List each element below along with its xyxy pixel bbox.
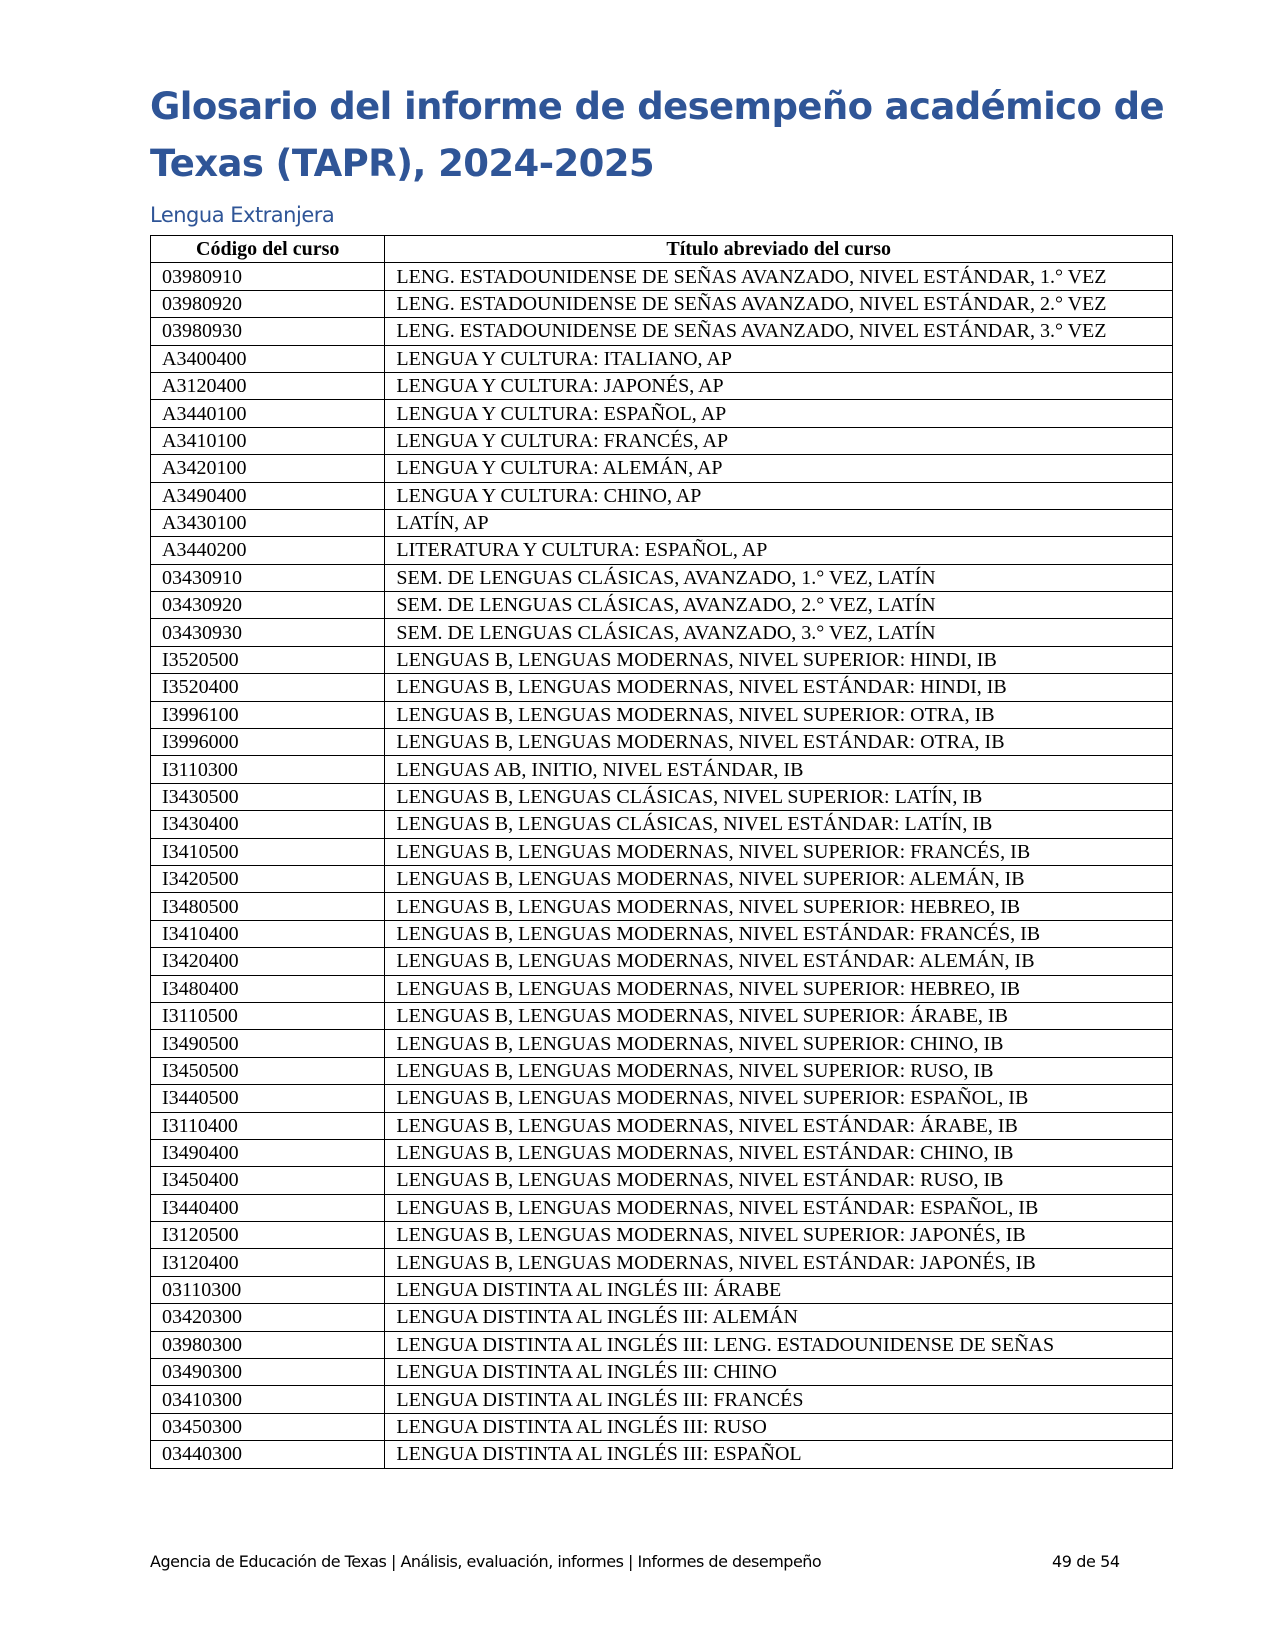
table-row [151,372,1173,399]
course-title-cell: LENGUAS B, LENGUAS MODERNAS, NIVEL SUPERIOR: RUSO, IB [385,1057,1173,1084]
table-row [151,345,1173,372]
course-title-cell: LENG. ESTADOUNIDENSE DE SEÑAS AVANZADO, NIVEL ESTÁNDAR, 3.° VEZ [385,318,1173,345]
course-code-cell: I3440400 [151,1194,385,1221]
course-code-cell: A3430100 [151,509,385,536]
course-title-cell: LENGUAS B, LENGUAS MODERNAS, NIVEL SUPERIOR: HINDI, IB [385,646,1173,673]
table-row [151,619,1173,646]
table-row [151,455,1173,482]
course-code-cell: I3490500 [151,1030,385,1057]
table-row [151,756,1173,783]
course-title-cell: LENGUA DISTINTA AL INGLÉS III: LENG. ESTADOUNIDENSE DE SEÑAS [385,1331,1173,1358]
course-code-cell: I3480500 [151,893,385,920]
course-title-cell: LENGUA Y CULTURA: CHINO, AP [385,482,1173,509]
course-title-cell: LENGUAS B, LENGUAS MODERNAS, NIVEL SUPERIOR: CHINO, IB [385,1030,1173,1057]
table-row [151,427,1173,454]
course-code-cell: A3410100 [151,427,385,454]
course-title-cell: LENGUAS B, LENGUAS CLÁSICAS, NIVEL SUPERIOR: LATÍN, IB [385,783,1173,810]
course-title-cell: LENGUAS B, LENGUAS MODERNAS, NIVEL ESTÁNDAR: FRANCÉS, IB [385,920,1173,947]
course-title-cell: LENGUA Y CULTURA: FRANCÉS, AP [385,427,1173,454]
course-title-cell: LENG. ESTADOUNIDENSE DE SEÑAS AVANZADO, NIVEL ESTÁNDAR, 2.° VEZ [385,290,1173,317]
table-row [151,865,1173,892]
course-code-cell: I3996000 [151,729,385,756]
table-row [151,537,1173,564]
table-row [151,948,1173,975]
table-row [151,1222,1173,1249]
course-code-cell: 03490300 [151,1359,385,1386]
header-course-code: Código del curso [151,236,385,263]
course-title-cell: LITERATURA Y CULTURA: ESPAÑOL, AP [385,537,1173,564]
section-title: Lengua Extranjera [150,203,335,227]
course-code-cell: 03980930 [151,318,385,345]
course-code-cell: I3120400 [151,1249,385,1276]
table-row [151,263,1173,290]
course-code-cell: 03980910 [151,263,385,290]
table-row [151,1441,1173,1468]
course-title-cell: LENGUAS B, LENGUAS CLÁSICAS, NIVEL ESTÁNDAR: LATÍN, IB [385,811,1173,838]
course-code-cell: I3430500 [151,783,385,810]
course-code-cell: 03410300 [151,1386,385,1413]
course-title-cell: LENGUA DISTINTA AL INGLÉS III: FRANCÉS [385,1386,1173,1413]
table-row [151,592,1173,619]
course-code-cell: 03980920 [151,290,385,317]
table-row [151,1194,1173,1221]
course-code-cell: 03110300 [151,1276,385,1303]
table-row [151,1249,1173,1276]
course-code-cell: I3420500 [151,865,385,892]
table-row [151,509,1173,536]
course-title-cell: LENGUA DISTINTA AL INGLÉS III: CHINO [385,1359,1173,1386]
table-row [151,701,1173,728]
course-code-cell: I3110400 [151,1112,385,1139]
course-title-cell: LENGUA Y CULTURA: ITALIANO, AP [385,345,1173,372]
course-title-cell: LENGUAS B, LENGUAS MODERNAS, NIVEL SUPERIOR: FRANCÉS, IB [385,838,1173,865]
course-code-cell: I3410400 [151,920,385,947]
course-title-cell: LENG. ESTADOUNIDENSE DE SEÑAS AVANZADO, NIVEL ESTÁNDAR, 1.° VEZ [385,263,1173,290]
table-row [151,1112,1173,1139]
course-code-cell: 03430910 [151,564,385,591]
table-row [151,1304,1173,1331]
course-title-cell: LENGUA DISTINTA AL INGLÉS III: ÁRABE [385,1276,1173,1303]
course-code-cell: 03430930 [151,619,385,646]
course-code-cell: 03980300 [151,1331,385,1358]
course-code-cell: I3490400 [151,1139,385,1166]
table-row [151,729,1173,756]
course-code-cell: A3400400 [151,345,385,372]
course-title-cell: LENGUAS B, LENGUAS MODERNAS, NIVEL ESTÁNDAR: CHINO, IB [385,1139,1173,1166]
table-row [151,1167,1173,1194]
course-code-cell: I3410500 [151,838,385,865]
course-code-cell: I3430400 [151,811,385,838]
table-row [151,1331,1173,1358]
table-row [151,564,1173,591]
course-title-cell: LENGUA Y CULTURA: ALEMÁN, AP [385,455,1173,482]
page-number: 49 de 54 [1052,1552,1120,1571]
course-code-cell: A3440200 [151,537,385,564]
table-row [151,646,1173,673]
table-row [151,893,1173,920]
course-title-cell: LENGUA Y CULTURA: JAPONÉS, AP [385,372,1173,399]
course-code-cell: A3490400 [151,482,385,509]
course-code-cell: I3450400 [151,1167,385,1194]
course-title-cell: LENGUAS B, LENGUAS MODERNAS, NIVEL ESTÁNDAR: HINDI, IB [385,674,1173,701]
table-row [151,1276,1173,1303]
course-title-cell: LENGUAS B, LENGUAS MODERNAS, NIVEL ESTÁNDAR: RUSO, IB [385,1167,1173,1194]
table-row [151,1413,1173,1440]
page-title: Glosario del informe de desempeño académico de Texas (TAPR), 2024-2025 [150,85,1164,185]
course-code-cell: I3110500 [151,1002,385,1029]
course-code-cell: I3450500 [151,1057,385,1084]
course-title-cell: LENGUAS AB, INITIO, NIVEL ESTÁNDAR, IB [385,756,1173,783]
header-course-title: Título abreviado del curso [385,236,1173,263]
course-title-cell: LENGUAS B, LENGUAS MODERNAS, NIVEL SUPERIOR: HEBREO, IB [385,893,1173,920]
course-title-cell: LENGUAS B, LENGUAS MODERNAS, NIVEL ESTÁNDAR: OTRA, IB [385,729,1173,756]
course-title-cell: LENGUAS B, LENGUAS MODERNAS, NIVEL ESTÁNDAR: JAPONÉS, IB [385,1249,1173,1276]
course-code-cell: 03450300 [151,1413,385,1440]
course-code-cell: 03420300 [151,1304,385,1331]
table-row [151,1002,1173,1029]
course-table [150,235,1173,1469]
table-row [151,1386,1173,1413]
course-title-cell: LATÍN, AP [385,509,1173,536]
course-code-cell: I3520400 [151,674,385,701]
course-code-cell: I3480400 [151,975,385,1002]
table-row [151,1030,1173,1057]
course-title-cell: SEM. DE LENGUAS CLÁSICAS, AVANZADO, 1.° VEZ, LATÍN [385,564,1173,591]
course-code-cell: I3420400 [151,948,385,975]
table-header-row [151,236,1173,263]
course-title-cell: SEM. DE LENGUAS CLÁSICAS, AVANZADO, 3.° VEZ, LATÍN [385,619,1173,646]
course-code-cell: A3120400 [151,372,385,399]
table-row [151,482,1173,509]
course-code-cell: 03440300 [151,1441,385,1468]
course-title-cell: LENGUAS B, LENGUAS MODERNAS, NIVEL SUPERIOR: ESPAÑOL, IB [385,1085,1173,1112]
table-row [151,1359,1173,1386]
table-row [151,811,1173,838]
course-code-cell: 03430920 [151,592,385,619]
table-row [151,920,1173,947]
course-code-cell: I3110300 [151,756,385,783]
course-code-cell: I3996100 [151,701,385,728]
course-title-cell: LENGUA DISTINTA AL INGLÉS III: ALEMÁN [385,1304,1173,1331]
table-row [151,290,1173,317]
course-title-cell: LENGUA DISTINTA AL INGLÉS III: ESPAÑOL [385,1441,1173,1468]
course-code-cell: A3420100 [151,455,385,482]
course-title-cell: LENGUA Y CULTURA: ESPAÑOL, AP [385,400,1173,427]
table-row [151,400,1173,427]
course-code-cell: I3440500 [151,1085,385,1112]
course-title-cell: LENGUAS B, LENGUAS MODERNAS, NIVEL SUPERIOR: ALEMÁN, IB [385,865,1173,892]
table-body [151,263,1173,1468]
course-title-cell: LENGUAS B, LENGUAS MODERNAS, NIVEL SUPERIOR: HEBREO, IB [385,975,1173,1002]
course-title-cell: LENGUAS B, LENGUAS MODERNAS, NIVEL SUPERIOR: OTRA, IB [385,701,1173,728]
table-row [151,1057,1173,1084]
course-code-cell: I3120500 [151,1222,385,1249]
course-title-cell: LENGUAS B, LENGUAS MODERNAS, NIVEL ESTÁNDAR: ALEMÁN, IB [385,948,1173,975]
table-row [151,783,1173,810]
course-title-cell: LENGUAS B, LENGUAS MODERNAS, NIVEL SUPERIOR: JAPONÉS, IB [385,1222,1173,1249]
table-row [151,1139,1173,1166]
table-row [151,1085,1173,1112]
course-title-cell: LENGUAS B, LENGUAS MODERNAS, NIVEL ESTÁNDAR: ESPAÑOL, IB [385,1194,1173,1221]
table-row [151,318,1173,345]
course-code-cell: A3440100 [151,400,385,427]
course-title-cell: LENGUAS B, LENGUAS MODERNAS, NIVEL ESTÁNDAR: ÁRABE, IB [385,1112,1173,1139]
course-title-cell: LENGUAS B, LENGUAS MODERNAS, NIVEL SUPERIOR: ÁRABE, IB [385,1002,1173,1029]
table-row [151,975,1173,1002]
footer-text: Agencia de Educación de Texas | Análisis, evaluación, informes | Informes de desempeño [150,1552,822,1571]
course-title-cell: SEM. DE LENGUAS CLÁSICAS, AVANZADO, 2.° VEZ, LATÍN [385,592,1173,619]
course-code-cell: I3520500 [151,646,385,673]
course-title-cell: LENGUA DISTINTA AL INGLÉS III: RUSO [385,1413,1173,1440]
table-row [151,674,1173,701]
table-row [151,838,1173,865]
